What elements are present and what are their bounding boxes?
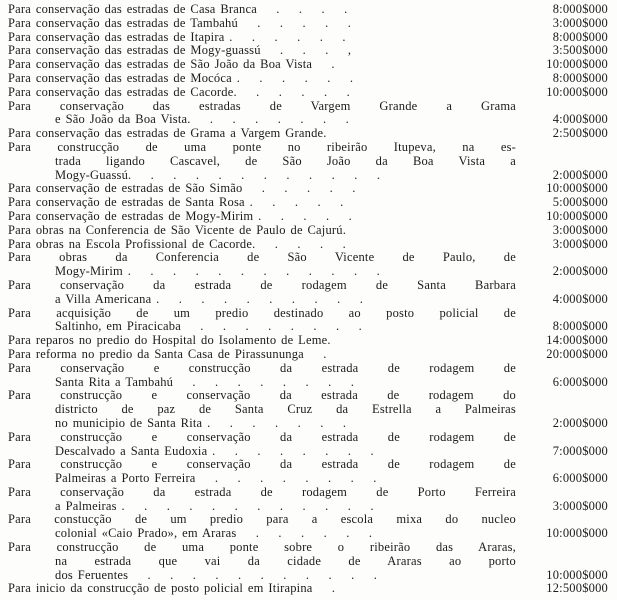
item-text bbox=[8, 100, 516, 128]
item-amount: 4:000$000 bbox=[552, 291, 608, 306]
item-text-line: Para obras na Escola Profissional de Cacorde. . . . . bbox=[8, 236, 346, 251]
item-text-line: na estrada que vai da cidade de Araras ao porto bbox=[55, 553, 516, 568]
item-text-line: Para conservação das estradas de Casa Branca . . . . bbox=[8, 2, 348, 16]
list-item bbox=[8, 238, 608, 252]
item-amount: 10:000$000 bbox=[546, 526, 608, 541]
list-item bbox=[8, 251, 608, 279]
item-text bbox=[8, 3, 516, 17]
item-text bbox=[8, 31, 516, 45]
item-text-line: Para conservação das estradas de Cacorde. . . . . . bbox=[8, 84, 350, 99]
item-text bbox=[8, 513, 516, 541]
item-text bbox=[8, 251, 516, 279]
item-text bbox=[8, 182, 516, 196]
item-text bbox=[8, 348, 516, 362]
item-amount: 20:000$000 bbox=[546, 346, 608, 361]
list-item bbox=[8, 541, 608, 582]
item-amount: 3:000$000 bbox=[552, 15, 608, 30]
list-item bbox=[8, 44, 608, 58]
item-text bbox=[8, 362, 516, 390]
item-text-line: Para conservação da estrada de rodagem de Porto Ferreira bbox=[8, 484, 516, 499]
list-item bbox=[8, 72, 608, 86]
item-text-line: Mogy-Guassú. . . . . . . . . . . . bbox=[55, 167, 381, 182]
list-item bbox=[8, 513, 608, 541]
item-text bbox=[8, 279, 516, 307]
list-item bbox=[8, 431, 608, 459]
item-text-line: Para conservação da estrada de rodagem de Santa Barbara bbox=[8, 277, 516, 292]
list-item bbox=[8, 58, 608, 72]
item-amount: 8:000$000 bbox=[552, 2, 608, 16]
item-text bbox=[8, 389, 516, 430]
list-item bbox=[8, 31, 608, 45]
item-amount: 10:000$000 bbox=[546, 84, 608, 99]
item-text-line: Palmeiras a Porto Ferreira . . . . . . . . bbox=[55, 471, 377, 486]
item-text bbox=[8, 486, 516, 514]
list-item bbox=[8, 182, 608, 196]
list-item bbox=[8, 3, 608, 17]
item-amount: 7:000$000 bbox=[552, 443, 608, 458]
item-text-line: districto de paz de Santa Cruz da Estrella a Palmeiras bbox=[55, 402, 516, 417]
item-text-line: trada ligando Cascavel, de São João da Boa Vista a bbox=[55, 153, 516, 168]
list-item bbox=[8, 86, 608, 100]
item-text-line: Para conservação das estradas de Mogy-guassú . . . , bbox=[8, 43, 352, 58]
item-text-line: Para reparos no predio do Hospital do Isolamento de Leme. bbox=[8, 333, 331, 348]
item-amount: 3:500$000 bbox=[552, 43, 608, 58]
list-item bbox=[8, 141, 608, 182]
appropriations-list bbox=[8, 3, 608, 596]
item-text bbox=[8, 210, 516, 224]
item-amount: 8:000$000 bbox=[552, 29, 608, 44]
item-amount: 10:000$000 bbox=[546, 181, 608, 196]
list-item bbox=[8, 17, 608, 31]
item-text-line: a Villa Americana . . . . . . . . . . bbox=[55, 291, 364, 306]
list-item bbox=[8, 127, 608, 141]
item-text bbox=[8, 307, 516, 335]
item-text-line: Para construcção e conservação da estrada de rodagem de bbox=[8, 429, 516, 444]
item-text-line: Para conservação e construcção da estrada de rodagem de bbox=[8, 360, 516, 375]
item-text-line: Para obras da Conferencia de São Vicente de Paulo, de bbox=[8, 250, 516, 265]
list-item bbox=[8, 334, 608, 348]
item-text bbox=[8, 458, 516, 486]
item-amount: 8:000$000 bbox=[552, 70, 608, 85]
item-text-line: Santa Rita a Tambahú . . . . . . . . bbox=[55, 374, 355, 389]
item-amount: 2:000$000 bbox=[552, 264, 608, 279]
item-text-line: Para construcção e conservação da estrada de rodagem do bbox=[8, 388, 516, 403]
item-text-line: Descalvado a Santa Eudoxia . . . . . . . . bbox=[55, 443, 374, 458]
list-item bbox=[8, 196, 608, 210]
list-item bbox=[8, 100, 608, 128]
item-text-line: a Palmeiras . . . . . . . . . . . . bbox=[55, 498, 374, 513]
item-amount: 2:000$000 bbox=[552, 167, 608, 182]
item-text bbox=[8, 224, 516, 238]
item-amount: 8:000$000 bbox=[552, 319, 608, 334]
list-item bbox=[8, 362, 608, 390]
item-text-line: Para reforma no predio da Santa Casa de Pirassununga . bbox=[8, 346, 327, 361]
list-item bbox=[8, 389, 608, 430]
item-text-line: e São João da Boa Vista. . . . . . . . bbox=[55, 112, 349, 127]
item-amount: 6:000$000 bbox=[552, 374, 608, 389]
item-amount: 12:500$000 bbox=[546, 581, 608, 596]
item-text bbox=[8, 17, 516, 31]
item-amount: 10:000$000 bbox=[546, 567, 608, 582]
item-text-line: Para conservação das estradas de Vargem Grande a Grama bbox=[8, 98, 516, 113]
list-item bbox=[8, 307, 608, 335]
item-text bbox=[8, 86, 516, 100]
item-text-line: Para conservação de estradas de Santa Rosa . . . . . bbox=[8, 195, 344, 210]
item-text-line: no municipio de Santa Rita . . . . . . . bbox=[55, 415, 347, 430]
item-text-line: Mogy-Mirim . . . . . . . . . . . . bbox=[55, 264, 380, 279]
item-amount: 3:000$000 bbox=[552, 498, 608, 513]
item-text bbox=[8, 541, 516, 582]
item-text-line: Para inicio da construcção de posto policial em Itirapina . bbox=[8, 581, 336, 596]
item-text-line: Para conservação das estradas de Itapira . . . . . . bbox=[8, 29, 346, 44]
item-amount: 3:000$000 bbox=[552, 236, 608, 251]
item-text-line: Para conservação das estradas de São João da Boa Vista . bbox=[8, 57, 335, 72]
item-text-line: colonial «Caio Prado», em Araras . . . . . . bbox=[55, 526, 373, 541]
item-text bbox=[8, 58, 516, 72]
item-text-line: Saltinho, em Piracicaba . . . . . . . . bbox=[55, 319, 362, 334]
list-item bbox=[8, 224, 608, 238]
list-item bbox=[8, 582, 608, 596]
list-item bbox=[8, 458, 608, 486]
item-text bbox=[8, 44, 516, 58]
item-text-line: Para conservação de estradas de Mogy-Mirim . . . . . bbox=[8, 208, 352, 223]
item-text-line: Para constucção de um predio para a escola mixa do nucleo bbox=[8, 512, 516, 527]
item-text-line: Para obras na Conferencia de São Vicente de Paulo de Cajurú. bbox=[8, 222, 347, 237]
item-amount: 4:000$000 bbox=[552, 112, 608, 127]
item-amount: 14:000$000 bbox=[546, 333, 608, 348]
item-text-line: Para construcção de uma ponte sobre o ribeirão das Araras, bbox=[8, 540, 516, 555]
item-text bbox=[8, 141, 516, 182]
list-item bbox=[8, 279, 608, 307]
item-text-line: Para construcção e conservação da estrada de rodagem de bbox=[8, 457, 516, 472]
item-amount: 2:500$000 bbox=[552, 126, 608, 141]
item-text-line: Para construcção de uma ponte no ribeirão Itupeva, na es- bbox=[8, 139, 516, 154]
item-amount: 10:000$000 bbox=[546, 57, 608, 72]
item-amount: 5:000$000 bbox=[552, 195, 608, 210]
item-text-line: Para conservação das estradas de Grama a Vargem Grande. bbox=[8, 126, 327, 141]
item-text-line: Para conservação de estradas de São Simão . . . . . bbox=[8, 181, 356, 196]
item-text-line: dos Feruentes . . . . . . . . . . . bbox=[55, 567, 378, 582]
item-text bbox=[8, 431, 516, 459]
item-text-line: Para conservação das estradas de Tambahú . . . . . bbox=[8, 15, 352, 30]
list-item bbox=[8, 486, 608, 514]
item-text bbox=[8, 582, 516, 596]
item-text bbox=[8, 334, 516, 348]
item-amount: 2:000$000 bbox=[552, 415, 608, 430]
list-item bbox=[8, 348, 608, 362]
item-amount: 10:000$000 bbox=[546, 208, 608, 223]
item-text bbox=[8, 127, 516, 141]
item-amount: 6:000$000 bbox=[552, 471, 608, 486]
item-text-line: Para conservação das estradas de Mocóca . . . . . . bbox=[8, 70, 354, 85]
item-text-line: Para acquisição de um predio destinado ao posto policial de bbox=[8, 305, 516, 320]
item-text bbox=[8, 72, 516, 86]
list-item bbox=[8, 210, 608, 224]
item-text bbox=[8, 238, 516, 252]
item-text bbox=[8, 196, 516, 210]
item-amount: 3:000$000 bbox=[552, 222, 608, 237]
